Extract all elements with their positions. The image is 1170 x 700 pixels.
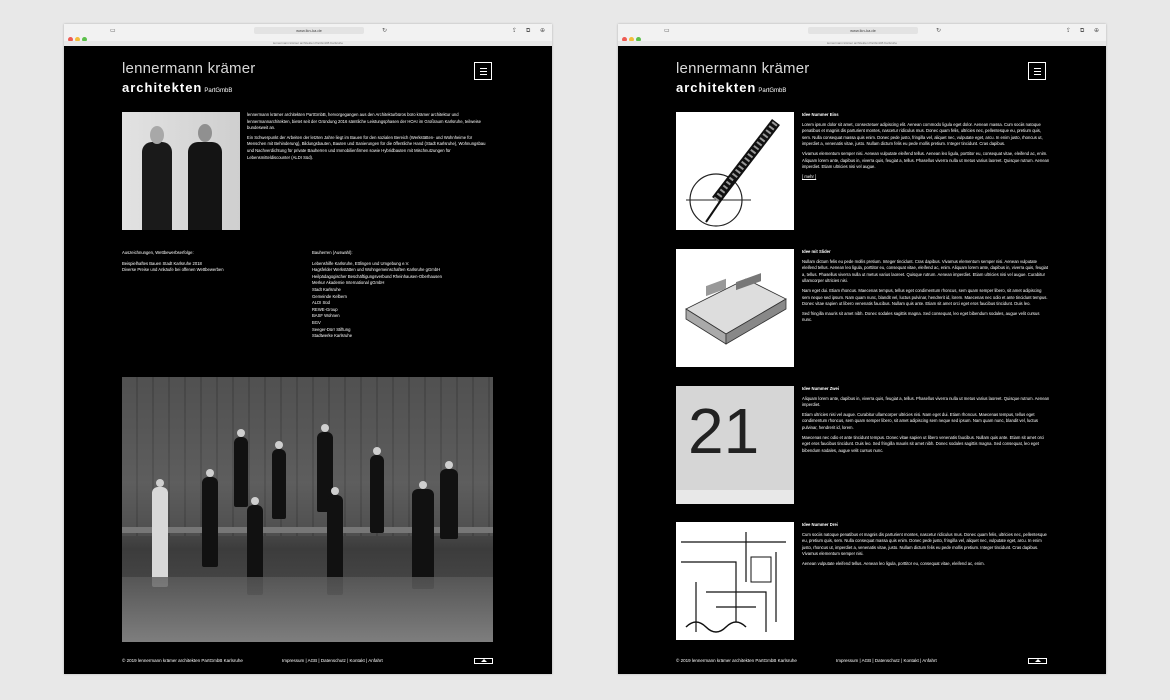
hamburger-menu-icon[interactable] [1028,62,1046,80]
idea-thumbnail-number[interactable]: 21 [676,386,794,504]
hamburger-menu-icon[interactable] [474,62,492,80]
client-item: Heilpädagogischer Beschäftigungsverbund Rheinhausen-Oberhausen [312,273,442,279]
awards-block: Auszeichnungen, Wettbewerbserfolge: Beispielhaftes Bauen Stadt Karlsruhe 2018 Diverse Preise und Ankäufe bei offenen Wettbewerben [122,250,302,274]
copyright-text: © 2019 lennermann krämer architekten PartGmbB Karlsruhe [676,658,797,663]
idea-title: Idee Nummer Zwei [802,386,840,391]
browser-window-ideas [618,24,1106,674]
idea-entry [676,249,1049,369]
idea-entry [676,386,1050,506]
address-bar[interactable]: www.lkn-ka.de [808,27,918,34]
more-link[interactable]: [ mehr ] [802,173,817,179]
client-item: Hagsfelder Werkstätten und Wohngemeinschaften Karlsruhe gGmbH [312,267,441,273]
idea-title: Idee Nummer Eins [802,112,839,117]
share-icon[interactable]: ⇪ [1066,27,1072,34]
idea-thumbnail-drawing[interactable] [676,112,794,230]
reload-icon[interactable]: ↻ [382,27,388,34]
client-item: BGV [312,319,321,325]
logo-line2[interactable]: architekten PartGmbB [676,80,787,95]
idea-text: Idee Nummer Drei Cum sociis natoque penatibus et magnis dis parturient montes, nascetur ridiculus mus. Donec quam felis, ultricies nec, pellentesque eu, pretium quis, sem. Nulla consequat massa quis enim. Donec pede justo, fringilla vel, aliquet nec, vulputate eget, arcu. In enim justo, rhoncus ut, imperdiet a, venenatis vitae, justo. Nullam dictum felis eu pede mollis pretium. Integer tincidunt. Cras dapibus. Vivamus elementum semper nisi. Aenean vulputate eleifend tellus. Aenean leo ligula, porttitor eu, consequat vitae, eleifend ac, enim. [802,522,1050,571]
reload-icon[interactable]: ↻ [936,27,942,34]
copyright-text: © 2019 lennermann krämer architekten PartGmbB Karlsruhe [122,658,243,663]
footer-links[interactable]: Impressum | AGB | Datenschutz | Kontakt | Anfahrt [282,658,383,663]
client-item: BASF Wohnen [312,313,340,319]
back-to-top-icon[interactable] [1028,658,1047,664]
client-item: Lebenshilfe Karlsruhe, Ettlingen und Umgebung e.V. [312,260,410,266]
back-to-top-icon[interactable] [474,658,493,664]
founders-photo [122,112,240,230]
idea-text: Idee Nummer Eins Lorem ipsum dolor sit amet, consectetuer adipiscing elit. Aenean commodo ligula eget dolor. Aenean massa. Cum sociis natoque penatibus et magnis dis parturient montes, nascetur ridiculus mus. Donec quam felis, ultricies nec, pellentesque eu, pretium quis, sem. Nulla consequat massa quis enim. Donec pede justo, fringilla vel, aliquet nec, vulputate eget, arcu. In enim justo, rhoncus ut, imperdiet a, venenatis vitae, justo. Nullam dictum felis eu pede mollis pretium. Integer tincidunt. Cras dapibus. Vivamus elementum semper nisi. Aenean vulputate eleifend tellus. Aenean leo ligula, porttitor eu, consequat vitae, eleifend ac, enim. Aliquam lorem ante, dapibus in, viverra quis, feugiat a, tellus. Phasellus viverra nulla ut metus varius laoreet. Quisque rutrum. Aenean imperdiet. Etiam ultricies nisi vel augue. [ mehr ] [802,112,1050,179]
browser-toolbar [64,24,552,42]
idea-title: Idee Nummer Drei [802,522,838,527]
tabs-icon[interactable]: ⧉ [526,27,531,34]
sidebar-icon[interactable]: ▭ [664,27,670,34]
tab-strip: lennermann krämer architekten PartGmbB Karlsruhe [618,41,1106,46]
idea-text: Idee mit Slider Nullam dictum felis eu pede mollis pretium. Integer tincidunt. Cras dapibus. Vivamus elementum semper nisi. Aenean vulputate eleifend tellus. Aenean leo ligula, porttitor eu, consequat vitae, eleifend ac, enim. Aliquam lorem ante, dapibus in, viverra quis, feugiat a, tellus. Phasellus viverra nulla ut metus varius laoreet. Quisque rutrum. Aenean imperdiet. Etiam ultricies nisi vel augue. Curabitur ullamcorper ultricies nisi. Nam eget dui. Etiam rhoncus. Maecenas tempus, tellus eget condimentum rhoncus, sem quam semper libero, sit amet adipiscing sem neque sed ipsum. Nam quam nunc, blandit vel, luctus pulvinar, hendrerit id, lorem. Maecenas nec odio et ante tincidunt tempus. Donec vitae sapien ut libero venenatis faucibus. Nullam quis ante. Etiam sit amet orci eget eros faucibus tincidunt. Duis leo. Sed fringilla mauris sit amet nibh. Donec sodales sagittis magna. Sed consequat, leo eget bibendum sodales, augue velit cursus nunc. [802,249,1049,323]
clients-block: Bauherren (Auswahl): Lebenshilfe Karlsruhe, Ettlingen und Umgebung e.V. Hagsfelder Werkstätten und Wohngemeinschaften Karlsruhe gGmbH Heilpädagogischer Beschäftigungsverbund Rheinhausen-Oberhausen Merkur Akademie International gGmbH Stadt Karlsruhe Gemeinde Kelbern ALDI Süd REWE-Group BASF Wohnen BGV Seeger-Dürr Stiftung Stadtwerke Karlsruhe [312,250,492,340]
tabs-icon[interactable]: ⧉ [1080,27,1085,34]
page-footer [676,658,1046,663]
sidebar-icon[interactable]: ▭ [110,27,116,34]
idea-title: Idee mit Slider [802,249,831,254]
tab-strip: lennermann krämer architekten PartGmbB Karlsruhe [64,41,552,46]
client-item: Seeger-Dürr Stiftung [312,326,351,332]
logo-line1[interactable]: lennermann krämer [122,60,256,77]
footer-links[interactable]: Impressum | AGB | Datenschutz | Kontakt | Anfahrt [836,658,937,663]
client-item: Stadt Karlsruhe [312,286,341,292]
logo-line1[interactable]: lennermann krämer [676,60,810,77]
client-item: Merkur Akademie International gGmbH [312,280,385,286]
browser-window-about [64,24,552,674]
logo-line2[interactable]: architekten PartGmbB [122,80,233,95]
intro-text: lennermann krämer architekten PartGmbB, hervorgegangen aus den Architekturbüros büro krämer architektur und lennermannarchitekten, bietet seit der Gründung 2016 sämtliche Leistungsphasen der HOAI im Großraum Karlsruhe, teilweise bundesweit an. Ein Schwerpunkt der Arbeiten der letzten Jahre liegt im Bauen für den sozialen Bereich (Werkstätten- und Wohnheime für Menschen mit Behinderung), Bildungsbauten, Bauten und Sanierungen für die öffentliche Hand (Stadt Karlsruhe), Wohnungsbau und Nachverdichtung für private Bauherren und Immobilienfirmen sowie Hybridbauten mit Mischnutzungen für Lebensmitteldiscounter (ALDI Süd). [247,112,486,160]
page-footer [122,658,492,663]
idea-thumbnail-sketch[interactable] [676,522,794,640]
client-item: Gemeinde Kelbern [312,293,347,299]
client-item: Stadtwerke Karlsruhe [312,333,353,339]
award-item: Diverse Preise und Ankäufe bei offenen Wettbewerben [122,267,224,273]
share-icon[interactable]: ⇪ [512,27,518,34]
download-icon[interactable]: ⊕ [1094,27,1100,34]
team-photo [122,377,493,642]
client-item: ALDI Süd [312,300,330,306]
client-item: REWE-Group [312,306,338,312]
browser-toolbar [618,24,1106,42]
idea-thumbnail-model[interactable] [676,249,794,367]
idea-entry [676,522,1046,640]
award-item: Beispielhaftes Bauen Stadt Karlsruhe 2018 [122,260,202,266]
idea-text: Idee Nummer Zwei Aliquam lorem ante, dapibus in, viverra quis, feugiat a, tellus. Phasellus viverra nulla ut metus varius laoreet. Quisque rutrum. Aenean imperdiet. Etiam ultricies nisi vel augue. Curabitur ullamcorper ultricies nisi. Nam eget dui. Etiam rhoncus. Maecenas tempus, tellus eget condimentum rhoncus, sem quam semper libero, sit amet adipiscing sem neque sed ipsum. Nam quam nunc, blandit vel, luctus pulvinar, hendrerit id, lorem. Maecenas nec odio et ante tincidunt tempus. Donec vitae sapien ut libero venenatis faucibus. Nullam quis ante. Etiam sit amet orci eget eros faucibus tincidunt. Duis leo. Sed fringilla mauris sit amet nibh. Donec sodales sagittis magna. Sed consequat, leo eget bibendum sodales, augue velit cursus nunc. [802,386,1050,453]
address-bar[interactable]: www.lkn-ka.de [254,27,364,34]
download-icon[interactable]: ⊕ [540,27,546,34]
idea-entry [676,112,1050,232]
